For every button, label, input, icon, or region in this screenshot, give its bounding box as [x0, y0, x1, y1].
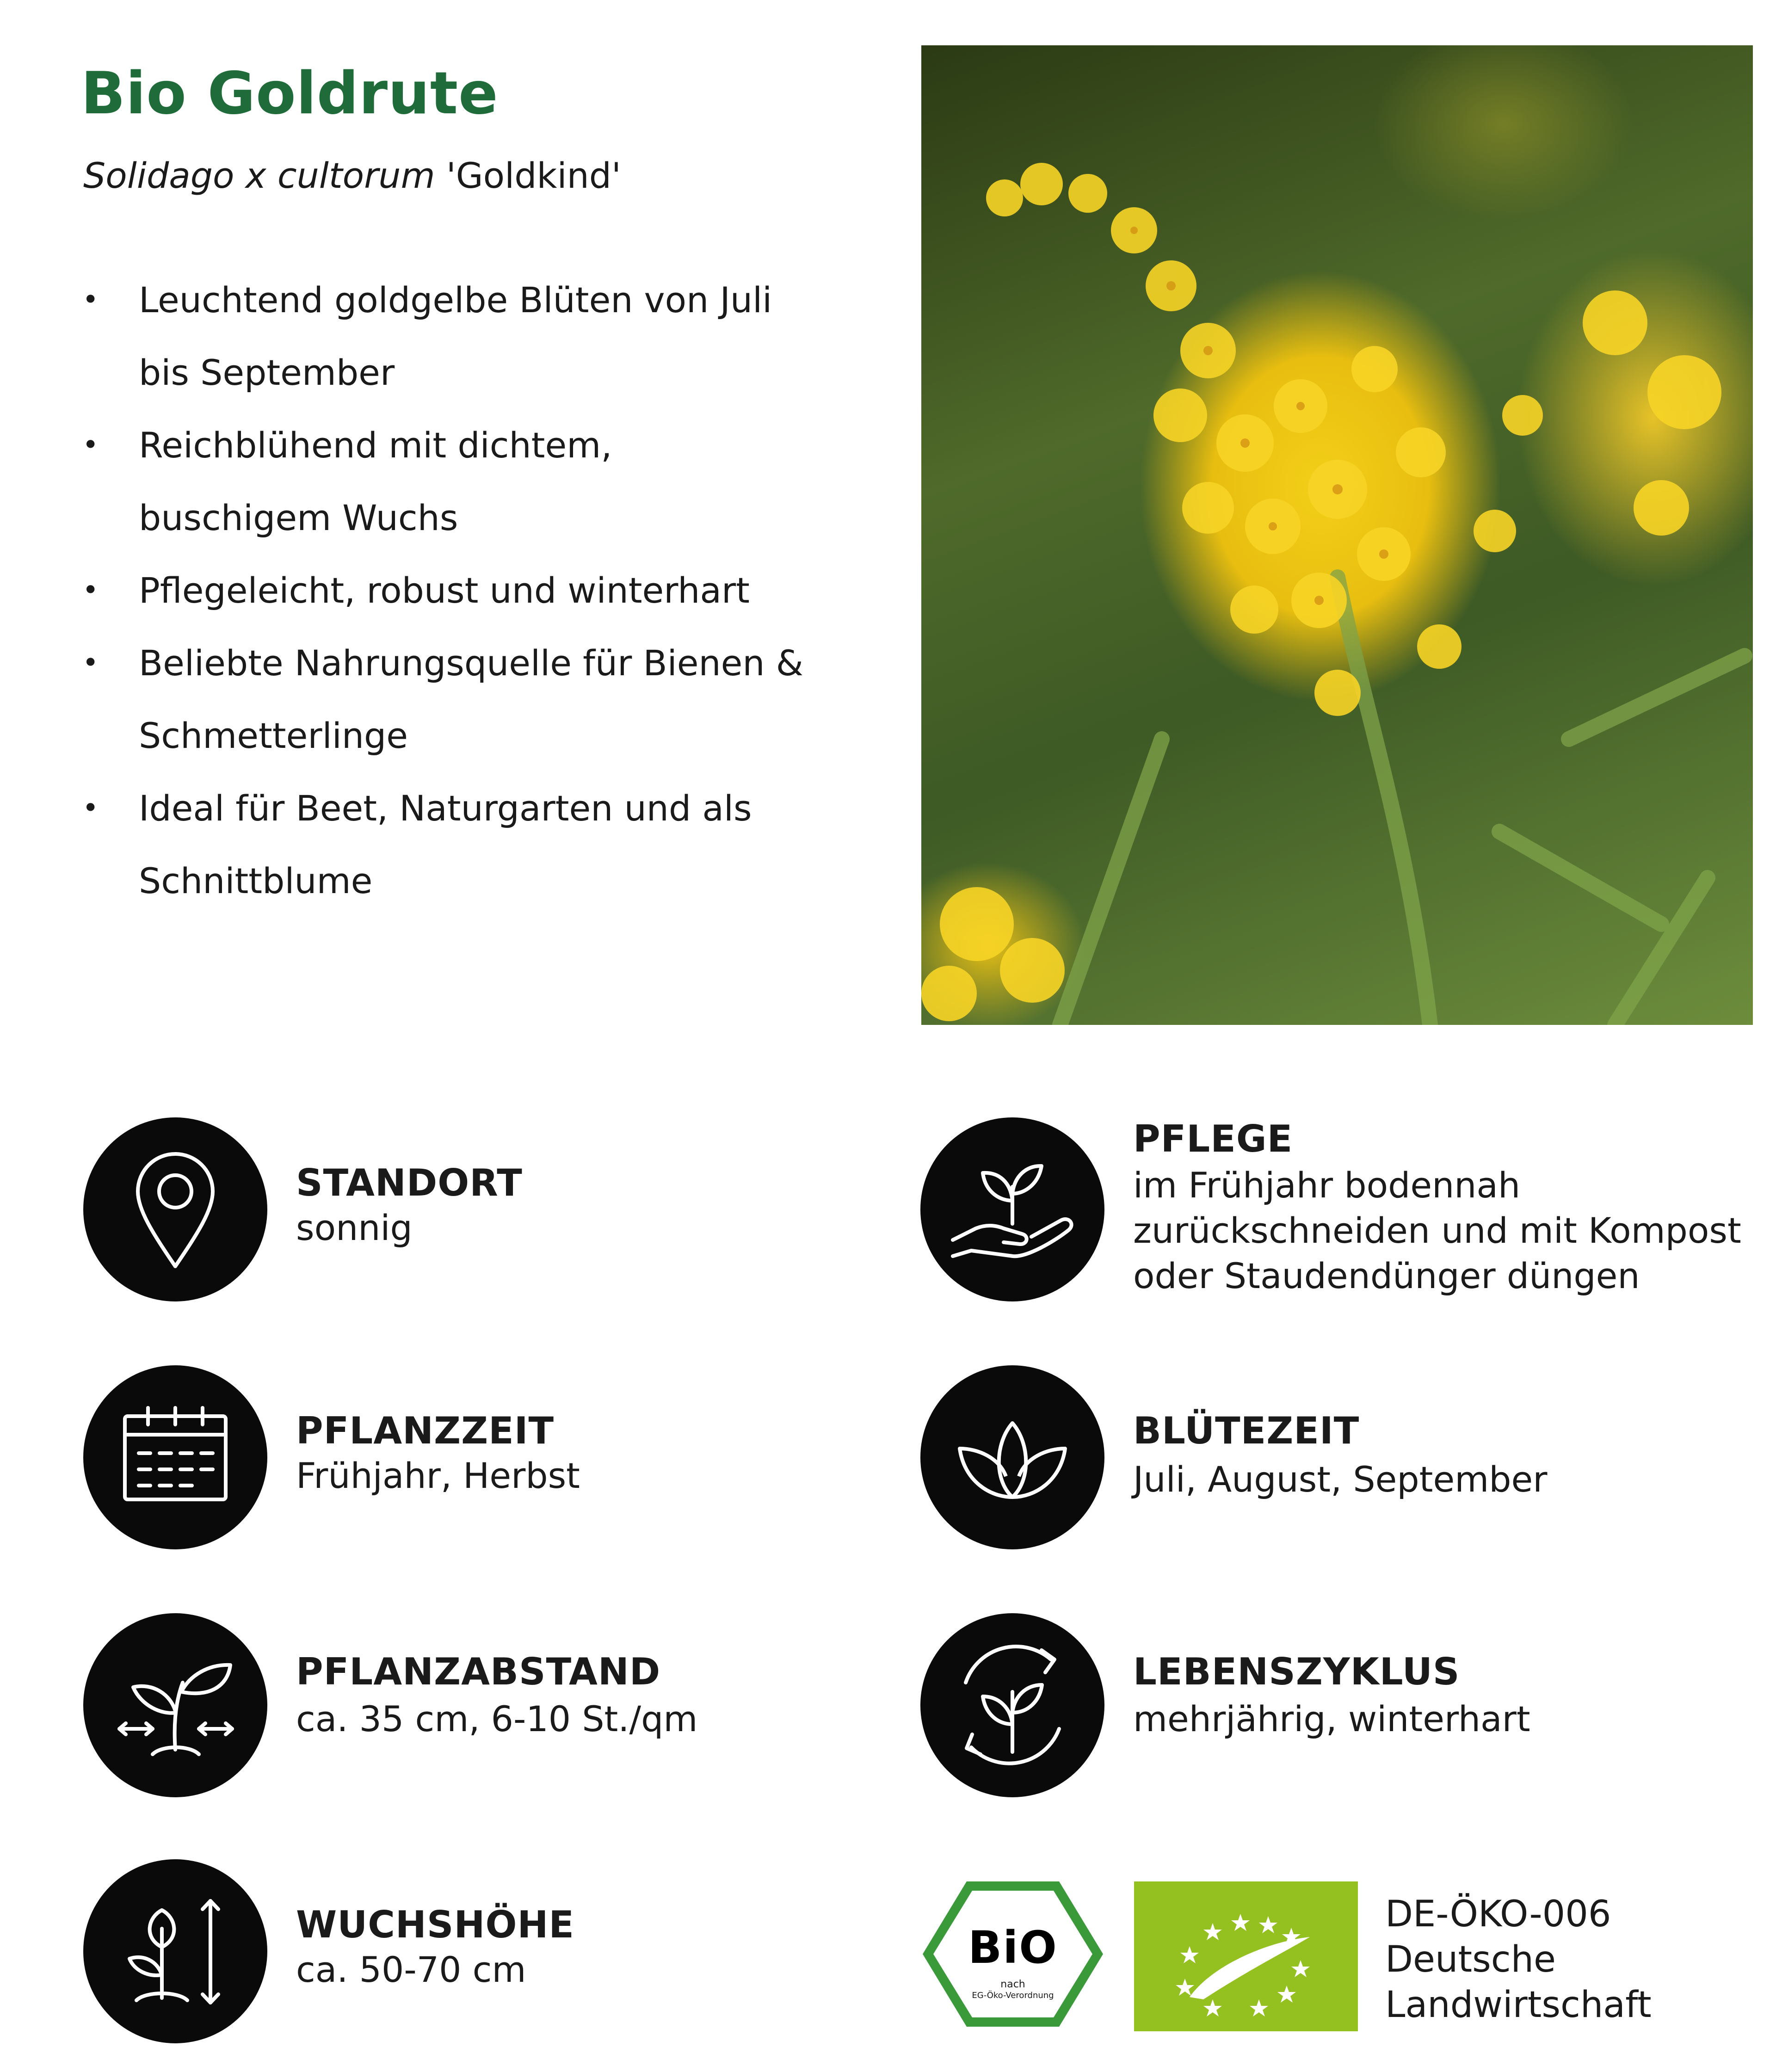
- list-item-text: Ideal für Beet, Naturgarten und als: [139, 788, 752, 829]
- list-item-text: Beliebte Nahrungsquelle für Bienen &: [139, 642, 804, 684]
- feature-bluetezeit: [920, 1365, 1753, 1550]
- cultivar-name: 'Goldkind': [446, 155, 621, 196]
- bio-seal-icon: [920, 1878, 1105, 2032]
- bullet-dot: •: [82, 647, 99, 679]
- feature-value: sonnig: [296, 1207, 413, 1248]
- list-item: [79, 409, 842, 554]
- bullet-dot: •: [82, 429, 99, 461]
- eco-origin-line: Landwirtschaft: [1385, 1984, 1652, 2026]
- list-item: [79, 554, 842, 627]
- list-item: [79, 627, 842, 772]
- bullet-dot: •: [82, 574, 99, 606]
- eco-control-code: DE-ÖKO-006: [1385, 1893, 1611, 1935]
- feature-wuchshoehe: [83, 1859, 846, 2044]
- list-item-text: buschigem Wuchs: [139, 497, 458, 538]
- feature-value: ca. 50-70 cm: [296, 1949, 526, 1990]
- feature-value-line: oder Staudendünger düngen: [1133, 1255, 1640, 1296]
- bio-seal-regulation: EG-Öko-Verordnung: [972, 1991, 1054, 2000]
- feature-pflanzzeit: [83, 1365, 846, 1550]
- list-item: [79, 772, 842, 917]
- lotus-flower-icon: [920, 1365, 1104, 1549]
- plant-cycle-icon: [920, 1613, 1104, 1797]
- plant-spacing-icon: [83, 1613, 267, 1797]
- bullet-dot: •: [82, 284, 99, 316]
- list-item-text: bis September: [139, 352, 395, 393]
- feature-label: WUCHSHÖHE: [296, 1903, 575, 1946]
- bio-seal-nach: nach: [1000, 1979, 1025, 1990]
- product-title: Bio Goldrute: [81, 59, 499, 127]
- list-item-text: Leuchtend goldgelbe Blüten von Juli: [139, 279, 772, 321]
- feature-label: STANDORT: [296, 1161, 523, 1204]
- list-item-text: Pflegeleicht, robust und winterhart: [139, 570, 750, 611]
- calendar-icon: [83, 1365, 267, 1549]
- feature-value-line: im Frühjahr bodennah: [1133, 1165, 1521, 1206]
- feature-list: [79, 264, 842, 917]
- plant-height-icon: [83, 1859, 267, 2043]
- feature-value: Frühjahr, Herbst: [296, 1455, 580, 1496]
- feature-pflanzabstand: [83, 1613, 846, 1798]
- list-item: [79, 264, 842, 409]
- product-photo: [921, 45, 1753, 1025]
- list-item-text: Reichblühend mit dichtem,: [139, 425, 612, 466]
- feature-value: mehrjährig, winterhart: [1133, 1698, 1530, 1739]
- feature-standort: [83, 1117, 846, 1302]
- list-item-text: Schnittblume: [139, 860, 373, 901]
- eco-origin-line: Deutsche: [1385, 1939, 1556, 1980]
- bullet-dot: •: [82, 792, 99, 824]
- eco-control-text: [1385, 1892, 1652, 2028]
- feature-label: LEBENSZYKLUS: [1133, 1650, 1460, 1693]
- botanical-name: [83, 155, 621, 196]
- feature-value-line: zurückschneiden und mit Kompost: [1133, 1210, 1741, 1251]
- feature-pflege: [920, 1117, 1753, 1312]
- hand-seedling-icon: [920, 1117, 1104, 1301]
- feature-value: ca. 35 cm, 6-10 St./qm: [296, 1698, 698, 1739]
- feature-lebenszyklus: [920, 1613, 1753, 1798]
- latin-name: Solidago x cultorum: [83, 155, 435, 196]
- feature-label: PFLANZZEIT: [296, 1409, 555, 1452]
- eu-organic-leaf-icon: [1134, 1881, 1358, 2031]
- certification-block: [920, 1878, 1753, 2030]
- feature-value: Juli, August, September: [1133, 1459, 1548, 1500]
- location-pin-icon: [83, 1117, 267, 1301]
- bio-seal-word: BiO: [968, 1922, 1058, 1973]
- feature-label: PFLEGE: [1133, 1117, 1293, 1160]
- list-item-text: Schmetterlinge: [139, 715, 408, 756]
- feature-label: PFLANZABSTAND: [296, 1650, 661, 1693]
- feature-label: BLÜTEZEIT: [1133, 1409, 1360, 1452]
